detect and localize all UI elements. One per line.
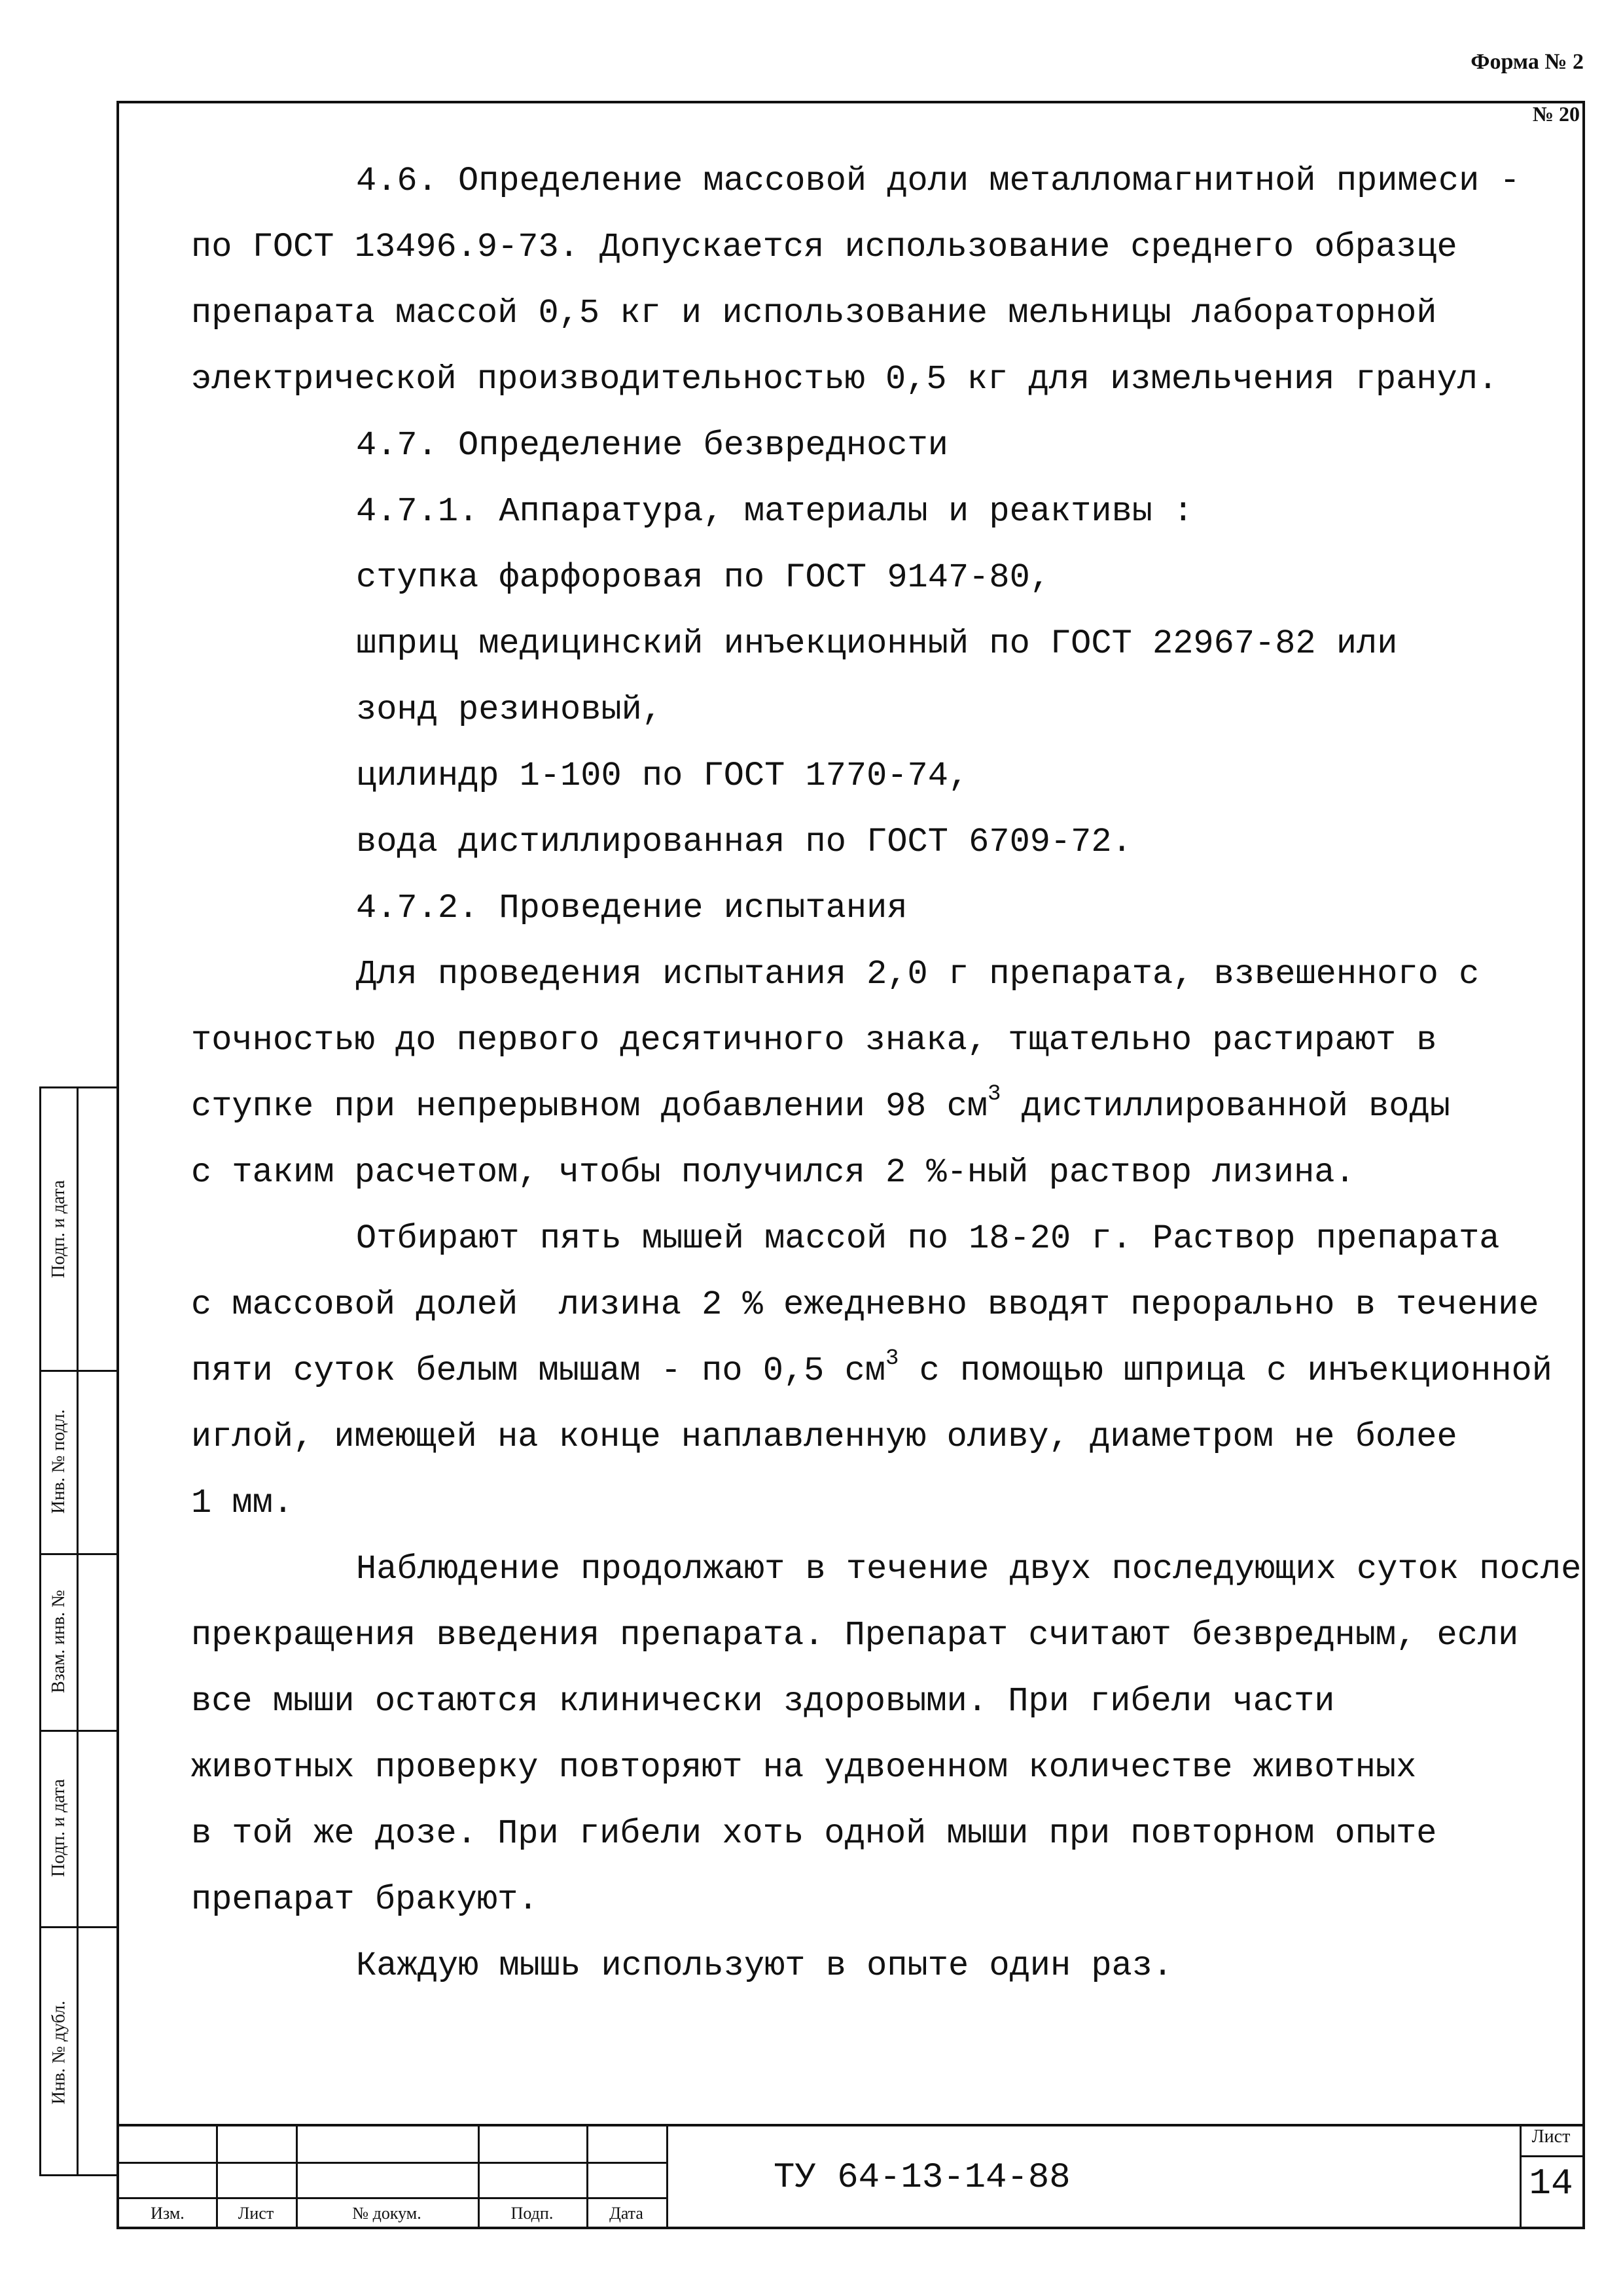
side-label: Инв. № дубл. (48, 2000, 69, 2104)
sheet-number: 14 (1529, 2162, 1573, 2204)
col-header-doc: № докум. (352, 2204, 421, 2223)
text-line: шприц медицинский инъекционный по ГОСТ 22967-82 или (356, 624, 1398, 663)
superscript: 3 (885, 1346, 899, 1371)
text-line: 4.7. Определение безвредности (356, 426, 948, 465)
title-block-row-line (1520, 2155, 1582, 2157)
side-divider (77, 1088, 79, 2174)
text-line: Для проведения испытания 2,0 г препарата, взвешенного с (356, 955, 1480, 994)
side-label: Подп. и дата (48, 1180, 69, 1278)
text-line: пяти суток белым мышам - по 0,5 $см^3$ с помощью шприца с инъекционной (191, 1346, 1552, 1390)
col-header-date: Дата (609, 2204, 643, 2223)
text-line: ступка фарфоровая по ГОСТ 9147-80, (356, 558, 1050, 597)
text-line: с массовой долей лизина 2 % ежедневно вводят перорально в течение (191, 1285, 1539, 1324)
text-line: с таким расчетом, чтобы получился 2 %-ный раствор лизина. (191, 1153, 1355, 1192)
title-block-divider (666, 2126, 668, 2229)
superscript: 3 (988, 1081, 1001, 1107)
text-line: цилиндр 1-100 по ГОСТ 1770-74, (356, 757, 969, 795)
title-block-row-line (119, 2197, 666, 2199)
col-header-izm: Изм. (151, 2204, 185, 2223)
document-body (191, 148, 1582, 1999)
text-line: вода дистиллированная по ГОСТ 6709-72. (356, 823, 1132, 861)
text-line: все мыши остаются клинически здоровыми. При гибели части (191, 1682, 1335, 1721)
text-line: зонд резиновый, (356, 691, 663, 729)
document-code: ТУ 64-13-14-88 (774, 2158, 1071, 2198)
text-line: электрической производительностью 0,5 кг для измельчения гранул. (191, 360, 1499, 399)
text-line: 4.7.1. Аппаратура, материалы и реактивы : (356, 492, 1194, 531)
side-label: Подп. и дата (48, 1779, 69, 1877)
text-line: точностью до первого десятичного знака, тщательно растирают в (191, 1021, 1437, 1060)
title-block-row-line (119, 2162, 666, 2164)
text-line: препарат бракуют. (191, 1880, 539, 1919)
text-line: 4.7.2. Проведение испытания (356, 889, 908, 927)
col-header-list: Лист (238, 2204, 274, 2223)
sheet-header: Лист (1531, 2126, 1571, 2147)
text-line: животных проверку повторяют на удвоенном количестве животных (191, 1748, 1417, 1787)
text-line: в той же дозе. При гибели хоть одной мыши при повторном опыте (191, 1814, 1437, 1853)
text-line: Наблюдение продолжают в течение двух последующих суток после (356, 1550, 1582, 1588)
text-line: иглой, имеющей на конце наплавленную оливу, диаметром не более (191, 1418, 1457, 1456)
side-stamp-column (39, 1086, 116, 2176)
text-line: прекращения введения препарата. Препарат считают безвредным, если (191, 1616, 1519, 1655)
side-label: Взам. инв. № (48, 1590, 69, 1693)
text-line: 1 мм. (191, 1484, 294, 1522)
text-line: 4.6. Определение массовой доли металломагнитной примеси - (356, 162, 1520, 200)
text-line: Каждую мышь используют в опыте один раз. (356, 1946, 1173, 1985)
form-label: Форма № 2 (1471, 50, 1584, 74)
text-line: ступке при непрерывном добавлении 98 $см^3$ дистиллированной воды (191, 1081, 1450, 1126)
text-line: по ГОСТ 13496.9-73. Допускается использование среднего образце (191, 228, 1457, 266)
title-block (119, 2124, 1582, 2229)
side-label: Инв. № подл. (48, 1409, 69, 1514)
col-header-sign: Подп. (510, 2204, 554, 2223)
sheet-label: № 20 (1532, 102, 1580, 126)
text-line: Отбирают пять мышей массой по 18-20 г. Раствор препарата (356, 1219, 1500, 1258)
text-line: препарата массой 0,5 кг и использование мельницы лабораторной (191, 294, 1437, 332)
